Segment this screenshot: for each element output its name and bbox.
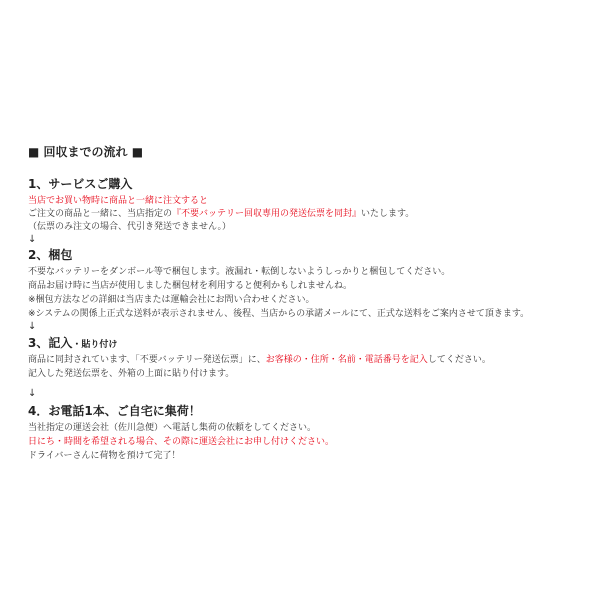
step-3-line-2: 記入した発送伝票を、外箱の上面に貼り付けます。	[28, 369, 235, 379]
step-3-heading	[28, 337, 117, 351]
step-4-line-2: 日にち・時間を希望される場合、その際に運送会社にお申し付けください。	[28, 437, 335, 447]
step-2-heading: 2、梱包	[28, 248, 73, 262]
down-arrow-icon: ↓	[28, 321, 37, 332]
down-arrow-icon: ↓	[28, 234, 37, 245]
page-title: ■ 回収までの流れ ■	[28, 145, 144, 159]
step-3-line-1-part-3: してください。	[427, 355, 491, 365]
step-2-line-2: 商品お届け時に当店が使用しました梱包材を利用すると便利かもしれませんね。	[28, 281, 353, 291]
step-2-line-3: ※梱包方法などの詳細は当店または運輸会社にお問い合わせください。	[28, 295, 315, 305]
step-4-line-1: 当社指定の運送会社（佐川急便）へ電話し集荷の依頼をしてください。	[28, 423, 317, 433]
step-3-line-1	[28, 354, 491, 366]
step-4-line-3: ドライバーさんに荷物を預けて完了！	[28, 451, 181, 461]
step-4-heading: 4．お電話1本、ご自宅に集荷！	[28, 404, 201, 418]
step-2-line-1: 不要なバッテリーをダンボール等で梱包します。液漏れ・転倒しないようしっかりと梱包してください。	[28, 267, 451, 277]
step-1-line-2-part-3: いたします。	[361, 209, 415, 219]
step-1-line-1: 当店でお買い物時に商品と一緒に注文すると	[28, 196, 209, 206]
step-2-line-4: ※システムの関係上正式な送料が表示されません、後程、当店からの承諾メールにて、正式な送料をご案内させて頂きます。	[28, 309, 530, 319]
step-3-line-1-highlight: お客様の・住所・名前・電話番号を記入	[265, 355, 428, 365]
step-1-heading: 1、サービスご購入	[28, 177, 133, 191]
step-1-line-2-part-1: ご注文の商品と一緒に、当店指定の	[28, 209, 173, 219]
step-3-heading-small: ・貼り付け	[72, 340, 118, 350]
step-3-heading-main: 3、記入	[28, 336, 73, 350]
down-arrow-icon: ↓	[28, 388, 37, 399]
step-1-line-2	[28, 208, 414, 220]
step-3-line-1-part-1: 商品に同封されています、「不要バッテリー発送伝票」に、	[28, 355, 266, 365]
step-1-line-2-highlight: 『不要バッテリー回収専用の発送伝票を同封』	[172, 209, 362, 219]
step-1-line-3: （伝票のみ注文の場合、代引き発送できません。）	[28, 222, 232, 232]
